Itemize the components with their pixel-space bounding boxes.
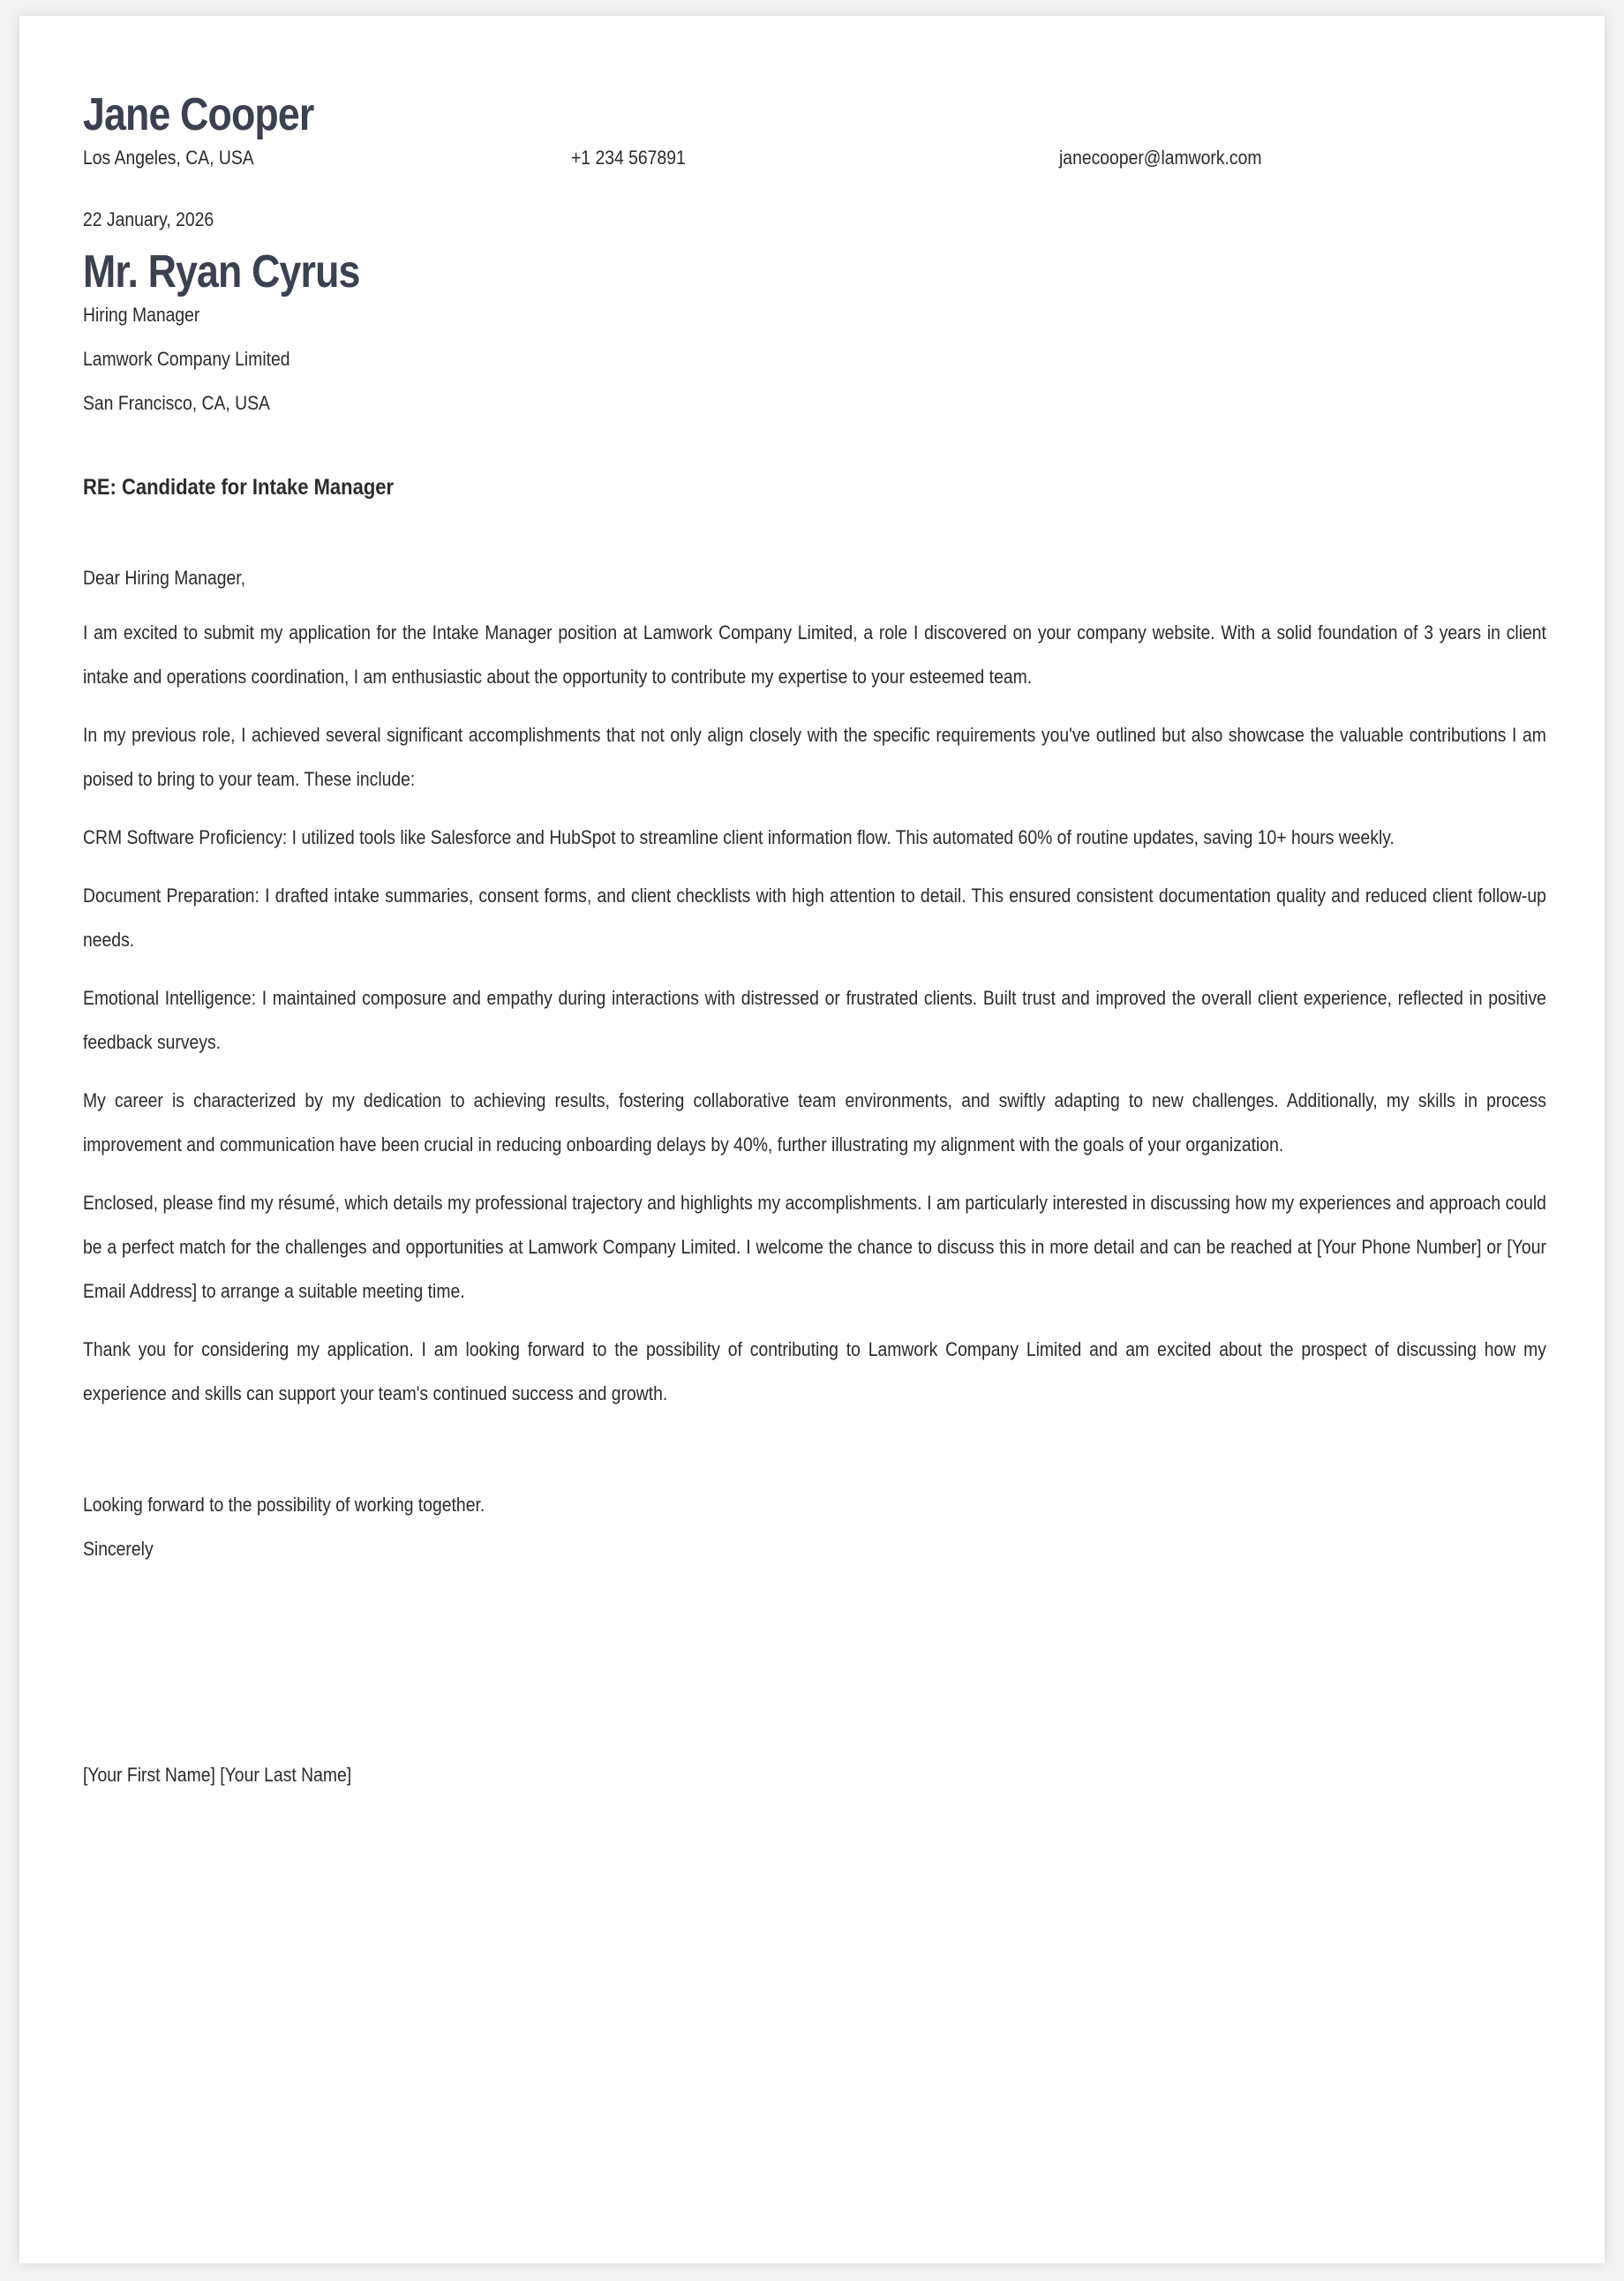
body-paragraph: I am excited to submit my application for the Intake Manager position at Lamwork Company Limited, a role I discovered on your company website. With a solid foundation of 3 years in client intake and operations coordination, I am enthusiastic about the opportunity to contribute my expertise to your esteemed team. xyxy=(83,621,1546,688)
sender-location: Los Angeles, CA, USA xyxy=(83,147,254,169)
letter-date: 22 January, 2026 xyxy=(83,208,214,230)
salutation: Dear Hiring Manager, xyxy=(83,567,246,589)
recipient-company: Lamwork Company Limited xyxy=(83,348,290,370)
body-paragraph: Document Preparation: I drafted intake summaries, consent forms, and client checklists with high attention to detail. This ensured consistent documentation quality and reduced client follow-up needs. xyxy=(83,885,1546,951)
recipient-title: Hiring Manager xyxy=(83,304,200,326)
recipient-location: San Francisco, CA, USA xyxy=(83,392,270,414)
sender-phone: +1 234 567891 xyxy=(571,147,686,169)
sender-email: janecooper@lamwork.com xyxy=(1059,147,1262,169)
letter-page xyxy=(19,16,1605,2263)
sender-name: Jane Cooper xyxy=(83,89,314,140)
sender-contact-row xyxy=(83,143,1541,173)
closing-line: Looking forward to the possibility of working together. xyxy=(83,1494,485,1516)
letter-subject: RE: Candidate for Intake Manager xyxy=(83,475,395,500)
body-paragraph: In my previous role, I achieved several significant accomplishments that not only align closely with the specific requirements you've outlined but also showcase the valuable contributions I am poised to bring to your team. These include: xyxy=(83,724,1546,790)
body-paragraph: Emotional Intelligence: I maintained composure and empathy during interactions with distressed or frustrated clients. Built trust and improved the overall client experience, reflected in positive feedback surveys. xyxy=(83,987,1546,1053)
body-paragraph: Thank you for considering my application. I am looking forward to the possibility of contributing to Lamwork Company Limited and am excited about the prospect of discussing how my experience and skills can support your team's continued success and growth. xyxy=(83,1338,1546,1404)
signature-name: [Your First Name] [Your Last Name] xyxy=(83,1764,352,1786)
body-paragraph: My career is characterized by my dedication to achieving results, fostering collaborative team environments, and swiftly adapting to new challenges. Additionally, my skills in process improvement and communication have been crucial in reducing onboarding delays by 40%, further illustrating my alignment with the goals of your organization. xyxy=(83,1089,1546,1156)
signoff: Sincerely xyxy=(83,1538,154,1560)
recipient-name: Mr. Ryan Cyrus xyxy=(83,246,360,297)
body-paragraph: Enclosed, please find my résumé, which details my professional trajectory and highlights my accomplishments. I am particularly interested in discussing how my experiences and approach could be a perfect match for the challenges and opportunities at Lamwork Company Limited. I welcome the chance to discuss this in more detail and can be reached at [Your Phone Number] or [Your Email Address] to arrange a suitable meeting time. xyxy=(83,1192,1546,1302)
body-paragraph: CRM Software Proficiency: I utilized tools like Salesforce and HubSpot to streamline client information flow. This automated 60% of routine updates, saving 10+ hours weekly. xyxy=(83,826,1395,848)
